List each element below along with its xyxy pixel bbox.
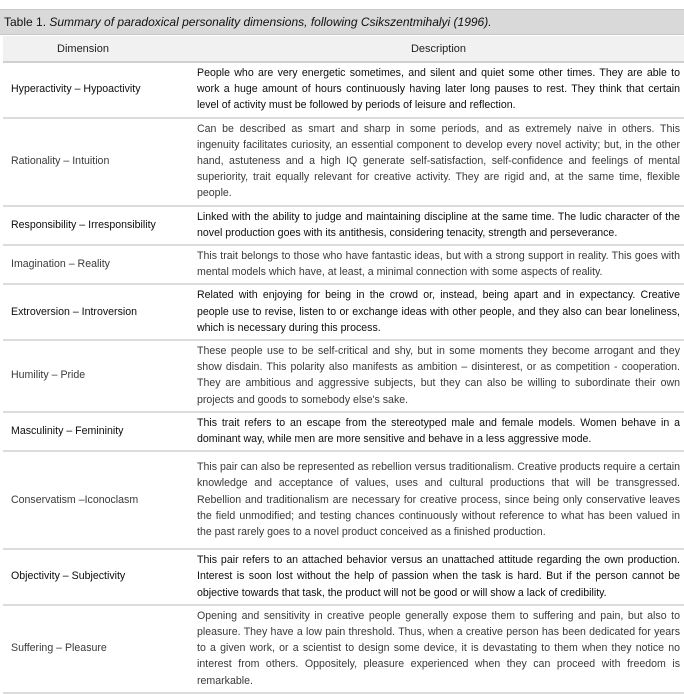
table-row [3,340,684,412]
description-cell: These people use to be self-critical and shy, but in some moments they become arrogant and they show disdain. This polarity also manifests as ambition – disinterest, or as competition - cooperation. They are ambitious and aggressive subjects, but they can also be willing to subordinate their own projects and goods to somebody else's sake. [193,340,684,412]
description-cell: This pair can also be represented as rebellion versus traditionalism. Creative products require a certain knowledge and acceptance of values, uses and cultural productions that will be transgressed. Rebellion and traditionalism are necessary for creative process, since being only conservative leaves the field unmodified; and testing chances continuously without reference to what has been valued in the past rarely goes to a novel product conceived as a finished production. [193,451,684,549]
personality-dimensions-table [3,36,684,694]
description-cell: This trait refers to an escape from the stereotyped male and female models. Women behave in a dominant way, while men are more sensitive and behave in a less aggressive mode. [193,412,684,451]
dimension-cell: Hyperactivity – Hypoactivity [3,62,193,118]
description-cell: Can be described as smart and sharp in some periods, and as extremely naive in others. This ingenuity facilitates curiosity, an essential component to develop every novel activity; but, in the other hand, astuteness and a high IQ generate self-satisfaction, self-confidence and feelings of mental superiority, trait equally relevant for creative activity. They are rigid and, at the same time, flexible people. [193,118,684,206]
dimension-cell: Humility – Pride [3,340,193,412]
table-row [3,451,684,549]
table-row [3,206,684,245]
description-cell: People who are very energetic sometimes, and silent and quiet some other times. They are able to work a huge amount of hours continuously having later long pauses to rest. They think that certain level of activity must be followed by periods of leisure and reflection. [193,62,684,118]
header-dimension: Dimension [3,36,193,62]
header-row [3,36,684,62]
caption-separator: . [42,15,50,29]
table-row [3,605,684,693]
dimension-cell: Responsibility – Irresponsibility [3,206,193,245]
dimension-cell: Objectivity – Subjectivity [3,549,193,605]
header-description: Description [193,36,684,62]
table-row [3,62,684,118]
description-cell: Linked with the ability to judge and maintaining discipline at the same time. The ludic character of the novel production goes with its antithesis, considering tenacity, strength and perseverance. [193,206,684,245]
caption-text: Summary of paradoxical personality dimensions, following Csikszentmihalyi (1996). [49,15,492,29]
dimension-cell: Conservatism –Iconoclasm [3,451,193,549]
table-row [3,284,684,340]
table-body [3,62,684,693]
caption-label: Table 1 [4,15,43,29]
dimension-cell: Imagination – Reality [3,245,193,284]
table-caption [0,9,684,35]
dimension-cell: Masculinity – Femininity [3,412,193,451]
description-cell: This trait belongs to those who have fantastic ideas, but with a strong support in reality. This goes with mental models which have, at least, a minimal connection with some aspects of reality. [193,245,684,284]
dimension-cell: Rationality – Intuition [3,118,193,206]
table-row [3,245,684,284]
table-row [3,118,684,206]
description-cell: Related with enjoying for being in the crowd or, instead, being apart and in expectancy. Creative people use to revise, listen to or exchange ideas with other people, and they also can bear loneliness, which is necessary during this process. [193,284,684,340]
table-row [3,549,684,605]
description-cell: Opening and sensitivity in creative people generally expose them to suffering and pain, but also to pleasure. They have a low pain threshold. Thus, when a creative person has been dedicated for years to a given work, or a scientist to design some device, it is devastating to them when they notice no interest from others. Oppositely, pleasure experienced when they can proceed with freedom is remarkable. [193,605,684,693]
dimension-cell: Suffering – Pleasure [3,605,193,693]
table-row [3,412,684,451]
description-cell: This pair refers to an attached behavior versus an unattached attitude regarding the own production. Interest is soon lost without the help of passion when the task is hard. But if the person cannot be objective towards that task, the product will not be good or will show a lack of credibility. [193,549,684,605]
dimension-cell: Extroversion – Introversion [3,284,193,340]
table-header [3,36,684,62]
